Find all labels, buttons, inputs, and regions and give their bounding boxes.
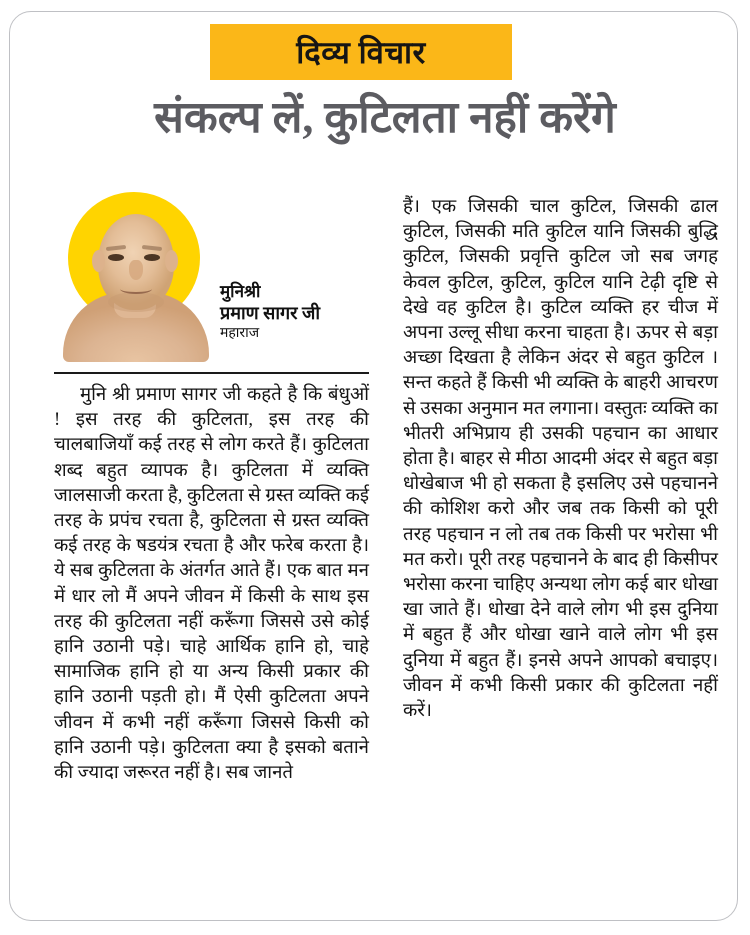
section-banner xyxy=(210,24,512,80)
author-name: प्रमाण सागर जी xyxy=(220,302,321,323)
photo-eye-left xyxy=(108,254,124,261)
article-column-right xyxy=(403,190,718,915)
article-card xyxy=(9,11,738,921)
author-photo xyxy=(60,200,210,362)
photo-eye-right xyxy=(144,254,160,261)
photo-nose xyxy=(129,260,143,280)
article-body-left: मुनि श्री प्रमाण सागर जी कहते है कि बंधुओं ! इस तरह की कुटिलता, इस तरह की चालबाजियाँ कई तरह से लोग करते हैं। कुटिलता शब्द बहुत व्यापक है। कुटिलता में व्यक्ति जालसाजी करता है, कुटिलता से ग्रस्त व्यक्ति कई तरह के प्रपंच रचता है, कुटिलता से ग्रस्त व्यक्ति कई तरह के षडयंत्र रचता है और फरेब करता है। ये सब कुटिलता के अंतर्गत आते हैं। एक बात मन में धार लो मैं अपने जीवन में किसी के साथ इस तरह की कुटिलता नहीं करूँगा जिससे उसे कोई हानि उठानी पड़े। चाहे आर्थिक हानि हो, चाहे सामाजिक हानि हो या अन्य किसी प्रकार की हानि उठानी पड़ती हो। मैं ऐसी कुटिलता अपने जीवन में कभी नहीं करूँगा जिससे किसी को हानि उठानी पड़े। कुटिलता क्या है इसको बताने की ज्यादा जरूरत नहीं है। सब जानते xyxy=(54,384,369,784)
photo-ear-left xyxy=(92,250,105,272)
article-body-right: हैं। एक जिसकी चाल कुटिल, जिसकी ढाल कुटिल, जिसकी मति कुटिल यानि जिसकी बुद्धि कुटिल, जिसकी प्रवृत्ति कुटिल जो सब जगह केवल कुटिल, कुटिल, कुटिल यानि टेढ़ी दृष्टि से देखे वह कुटिल है। कुटिल व्यक्ति हर चीज में अपना उल्लू सीधा करना चाहता है। ऊपर से बड़ा अच्छा दिखता है लेकिन अंदर से बहुत कुटिल । सन्त कहते हैं किसी भी व्यक्ति के बाहरी आचरण से उसका अनुमान मत लगाना। वस्तुतः व्यक्ति का भीतरी अभिप्राय ही उसकी पहचान का आधार होता है। बाहर से मीठा आदमी अंदर से बहुत बड़ा धोखेबाज भी हो सकता है इसलिए उसे पहचानने की कोशिश करो और जब तक किसी को पूरी तरह पहचान न लो तब तक किसी पर भरोसा भी मत करो। पूरी तरह पहचानने के बाद ही किसीपर भरोसा करना चाहिए अन्यथा लोग कई बार धोखा खा जाते हैं। धोखा देने वाले लोग भी इस दुनिया में बहुत हैं और धोखा खाने वाले लोग भी इस दुनिया में बहुत हैं। इनसे अपने आपको बचाइए। जीवन में कभी किसी प्रकार की कुटिलता नहीं करें। xyxy=(403,196,718,722)
page-title: संकल्प लें, कुटिलता नहीं करेंगे xyxy=(154,93,616,142)
article-columns xyxy=(54,190,718,915)
section-banner-label: दिव्य विचार xyxy=(296,34,426,70)
author-portrait-block xyxy=(54,190,369,362)
photo-mouth xyxy=(120,284,152,294)
author-title: महाराज xyxy=(220,325,260,341)
article-column-left xyxy=(54,190,369,915)
author-byline xyxy=(220,282,370,342)
byline-divider xyxy=(54,372,369,374)
photo-ear-right xyxy=(165,250,178,272)
photo-chin-shadow xyxy=(108,292,164,312)
author-honorific: मुनिश्री xyxy=(220,282,261,301)
